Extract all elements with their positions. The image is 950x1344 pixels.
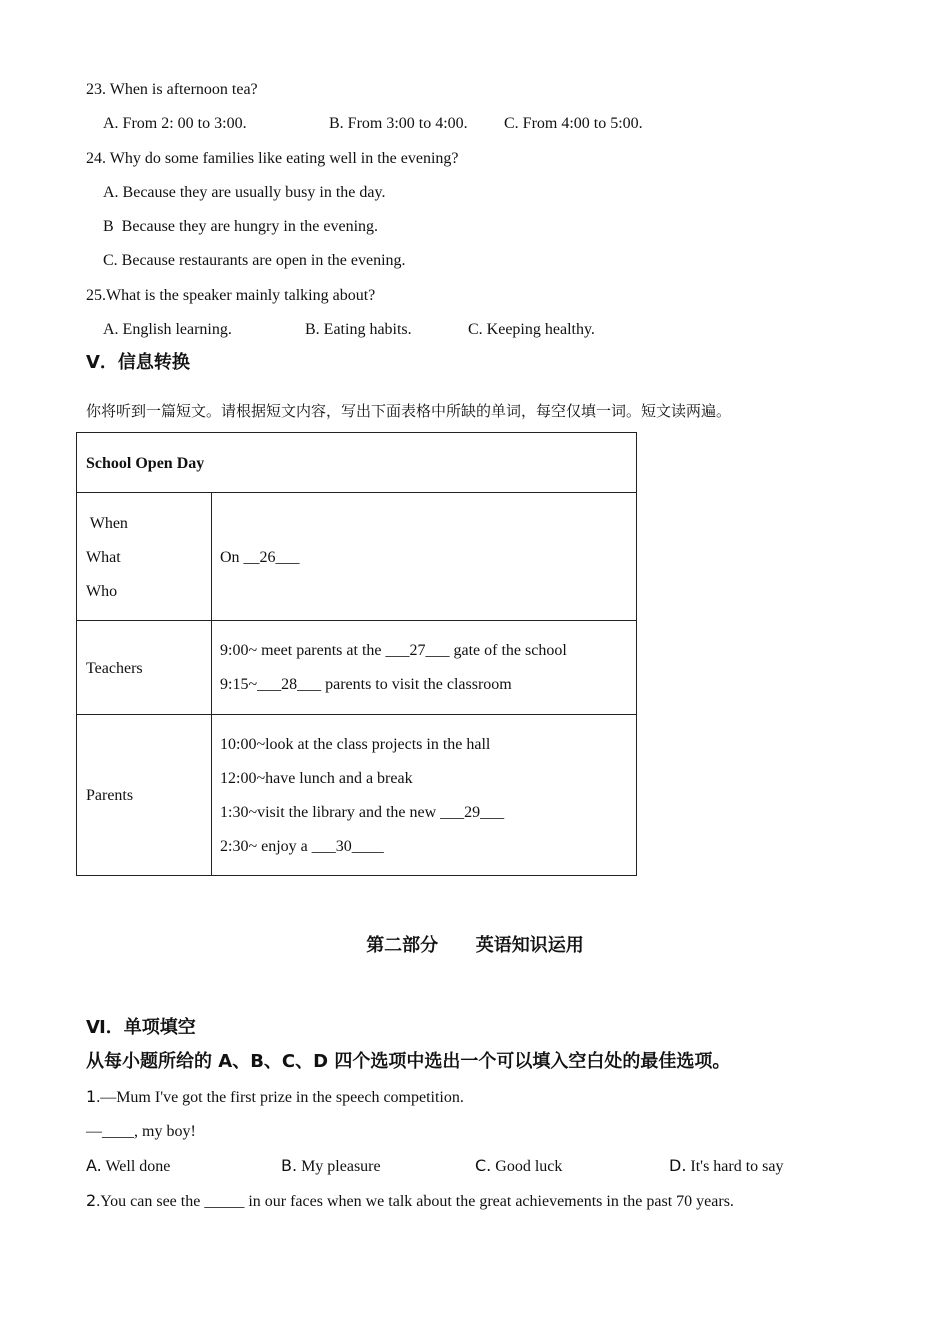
when-value: On __26___: [220, 549, 300, 566]
question-24-option-a: A. Because they are usually busy in the day.: [103, 184, 386, 201]
option-letter: C.: [475, 1156, 492, 1175]
option-text: My pleasure: [301, 1158, 381, 1175]
option-text: Well done: [105, 1158, 171, 1175]
question-1-reply: —____, my boy!: [86, 1123, 196, 1140]
question-23-option-c: C. From 4:00 to 5:00.: [504, 115, 643, 132]
section-vi-title: Ⅵ．单项填空: [86, 1017, 196, 1038]
question-stem: .You can see the _____ in our faces when we talk about the great achievements in the past 70 years.: [96, 1193, 734, 1210]
question-23-option-b: B. From 3:00 to 4:00.: [329, 115, 468, 132]
question-number: 2: [86, 1191, 97, 1210]
table-title: School Open Day: [86, 455, 205, 472]
table-divider: [77, 620, 636, 621]
option-b: [281, 1156, 381, 1177]
parents-item: 2:30~ enjoy a ___30____: [220, 838, 384, 855]
table-divider: [77, 714, 636, 715]
option-letter: D.: [669, 1156, 687, 1175]
option-letter: B.: [281, 1156, 298, 1175]
label-when: When: [86, 515, 128, 532]
question-23-option-a: A. From 2: 00 to 3:00.: [103, 115, 247, 132]
question-24-option-b: B Because they are hungry in the evening.: [103, 218, 379, 235]
option-letter: A.: [86, 1156, 102, 1175]
question-24-option-c: C. Because restaurants are open in the evening.: [103, 252, 406, 269]
question-25-option-c: C. Keeping healthy.: [468, 321, 595, 338]
table-divider: [77, 492, 636, 493]
section-v-title: Ⅴ．信息转换: [86, 352, 190, 373]
parents-label: Parents: [86, 787, 134, 804]
label-who: Who: [86, 583, 118, 600]
question-23-stem: 23. When is afternoon tea?: [86, 81, 258, 98]
question-25-stem: 25.What is the speaker mainly talking about?: [86, 287, 376, 304]
part-two-title: 第二部分 英语知识运用: [366, 935, 584, 956]
question-25-option-a: A. English learning.: [103, 321, 232, 338]
question-24-stem: 24. Why do some families like eating well in the evening?: [86, 150, 459, 167]
section-v-instruction: 你将听到一篇短文。请根据短文内容，写出下面表格中所缺的单词，每空仅填一词。短文读两遍。: [86, 402, 732, 420]
parents-item: 1:30~visit the library and the new ___29___: [220, 804, 505, 821]
teachers-label: Teachers: [86, 660, 143, 677]
grammar-question-1: [86, 1087, 464, 1108]
option-text: It's hard to say: [690, 1158, 784, 1175]
question-stem: .—Mum I've got the first prize in the speech competition.: [96, 1089, 464, 1106]
teachers-item: 9:00~ meet parents at the ___27___ gate of the school: [220, 642, 567, 659]
option-text: Good luck: [495, 1158, 563, 1175]
option-d: [669, 1156, 784, 1177]
option-c: [475, 1156, 562, 1177]
table-column-divider: [211, 493, 212, 875]
question-25-option-b: B. Eating habits.: [305, 321, 412, 338]
section-vi-instruction: 从每小题所给的 A、B、C、D 四个选项中选出一个可以填入空白处的最佳选项。: [86, 1051, 731, 1072]
question-number: 1: [86, 1087, 97, 1106]
option-a: [86, 1156, 170, 1177]
label-what: What: [86, 549, 121, 566]
grammar-question-2: [86, 1191, 734, 1212]
teachers-item: 9:15~___28___ parents to visit the classroom: [220, 676, 512, 693]
parents-item: 12:00~have lunch and a break: [220, 770, 413, 787]
parents-item: 10:00~look at the class projects in the hall: [220, 736, 491, 753]
info-table: [76, 432, 637, 876]
